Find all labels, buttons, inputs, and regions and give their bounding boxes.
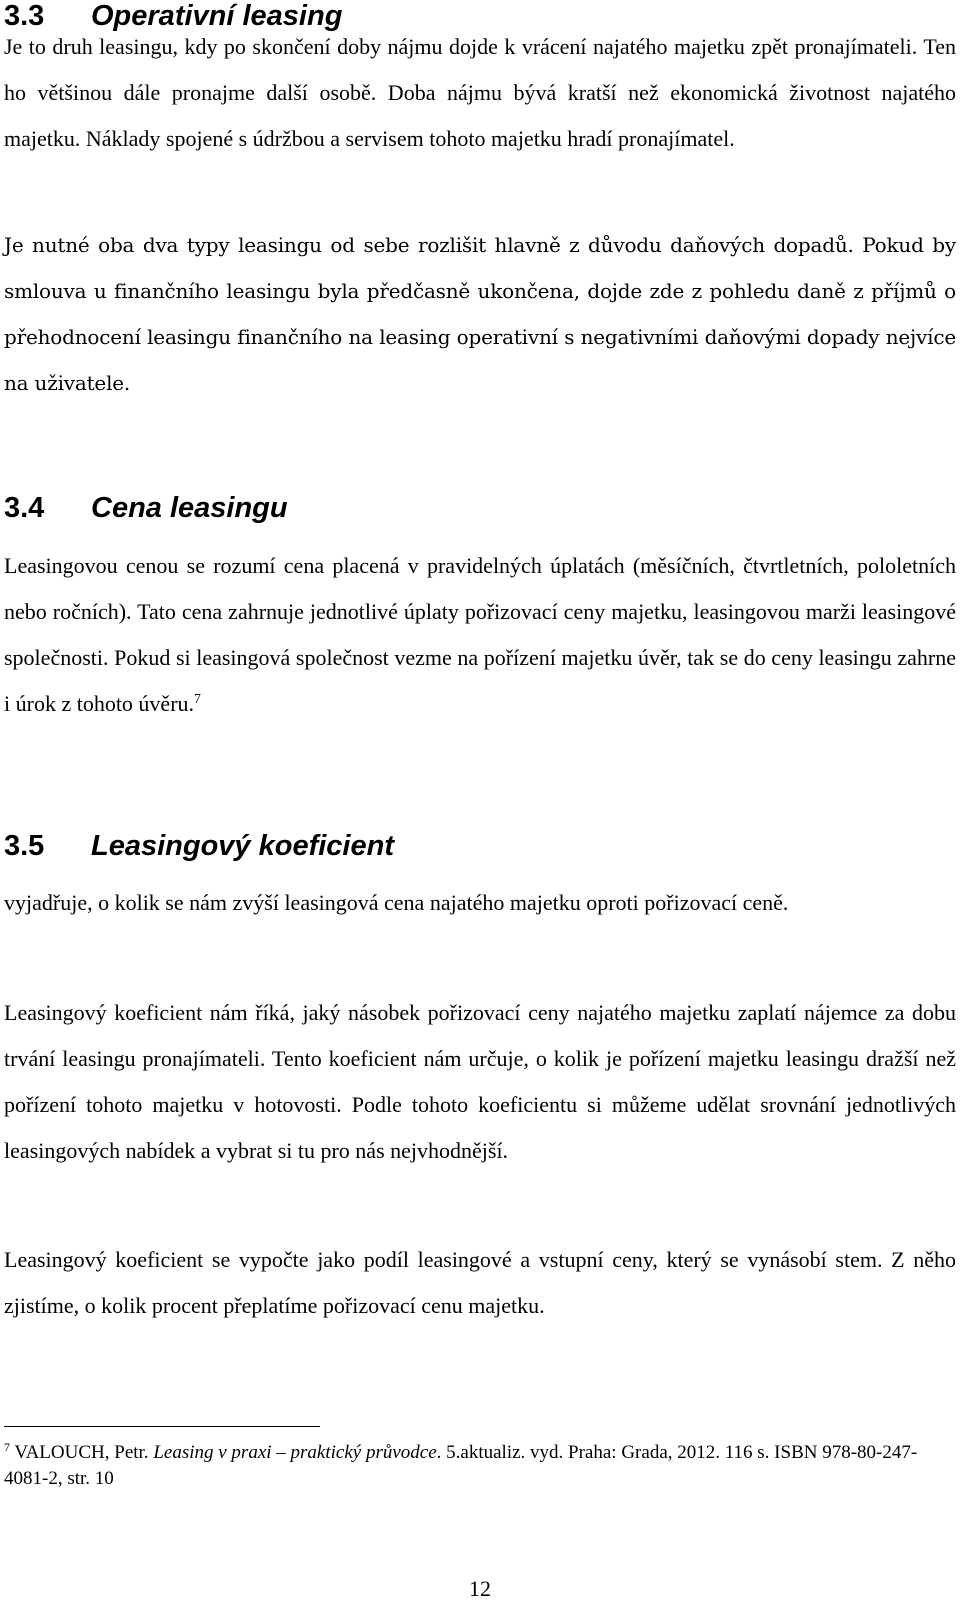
- section-title: Leasingový koeficient: [91, 830, 394, 862]
- paragraph-text: Leasingovou cenou se rozumí cena placená v pravidelných úplatách (měsíčních, čtvrtletních, pololetních nebo ročních). Tato cena zahrnuje jednotlivé úplaty pořizovací ceny majetku, leasingovou marži leasingové společnosti. Pokud si leasingová společnost vezme na pořízení majetku úvěr, tak se do ceny leasingu zahrne i úrok z tohoto úvěru.: [4, 553, 956, 716]
- section-heading-3-4: [4, 492, 288, 524]
- section-title: Cena leasingu: [91, 492, 288, 524]
- footnote-title: Leasing v praxi – praktický průvodce: [153, 1442, 437, 1463]
- footnote: [4, 1440, 956, 1492]
- footnote-author: VALOUCH, Petr.: [14, 1442, 149, 1463]
- paragraph-koeficient-3: Leasingový koeficient se vypočte jako podíl leasingové a vstupní ceny, který se vynásobí stem. Z něho zjistíme, o kolik procent přeplatíme pořizovací cenu majetku.: [4, 1247, 956, 1318]
- paragraph-operativni-leasing-1: Je to druh leasingu, kdy po skončení doby nájmu dojde k vrácení najatého majetku zpět pronajímateli. Ten ho většinou dále pronajme další osobě. Doba nájmu bývá kratší než ekonomická životnost najatého majetku. Náklady spojené s údržbou a servisem tohoto majetku hradí pronajímatel.: [4, 34, 956, 151]
- paragraph-cena-leasingu: [4, 543, 956, 727]
- paragraph-koeficient-1: vyjadřuje, o kolik se nám zvýší leasingová cena najatého majetku oproti pořizovací ceně.: [4, 890, 789, 915]
- paragraph-koeficient-2: Leasingový koeficient nám říká, jaký násobek pořizovací ceny najatého majetku zaplatí nájemce za dobu trvání leasingu pronajímateli. Tento koeficient nám určuje, o kolik je pořízení majetku leasingu dražší než pořízení tohoto majetku v hotovosti. Podle tohoto koeficientu si můžeme udělat srovnání jednotlivých leasingových nabídek a vybrat si tu pro nás nejvhodnější.: [4, 1000, 956, 1163]
- section-heading-3-5: [4, 830, 394, 862]
- section-number: 3.3: [4, 0, 45, 32]
- footnote-separator: [4, 1426, 320, 1427]
- page-number: 12: [469, 1576, 491, 1601]
- section-number: 3.5: [4, 830, 45, 862]
- paragraph-operativni-leasing-2: Je nutné oba dva typy leasingu od sebe rozlišit hlavně z důvodu daňových dopadů. Pokud by smlouva u finančního leasingu byla předčasně ukončena, dojde zde z pohledu daně z příjmů o přehodnocení leasingu finančního na leasing operativní s negativními daňovými dopady nejvíce na uživatele.: [4, 233, 956, 395]
- section-title: Operativní leasing: [91, 0, 343, 32]
- footnote-marker: 7: [4, 1440, 10, 1454]
- section-number: 3.4: [4, 492, 45, 524]
- footnote-reference: 7: [194, 690, 201, 706]
- footnote-details: . 5.aktualiz. vyd. Praha: Grada, 2012. 116 s. ISBN 978-80-247-4081-2, str. 10: [4, 1442, 918, 1489]
